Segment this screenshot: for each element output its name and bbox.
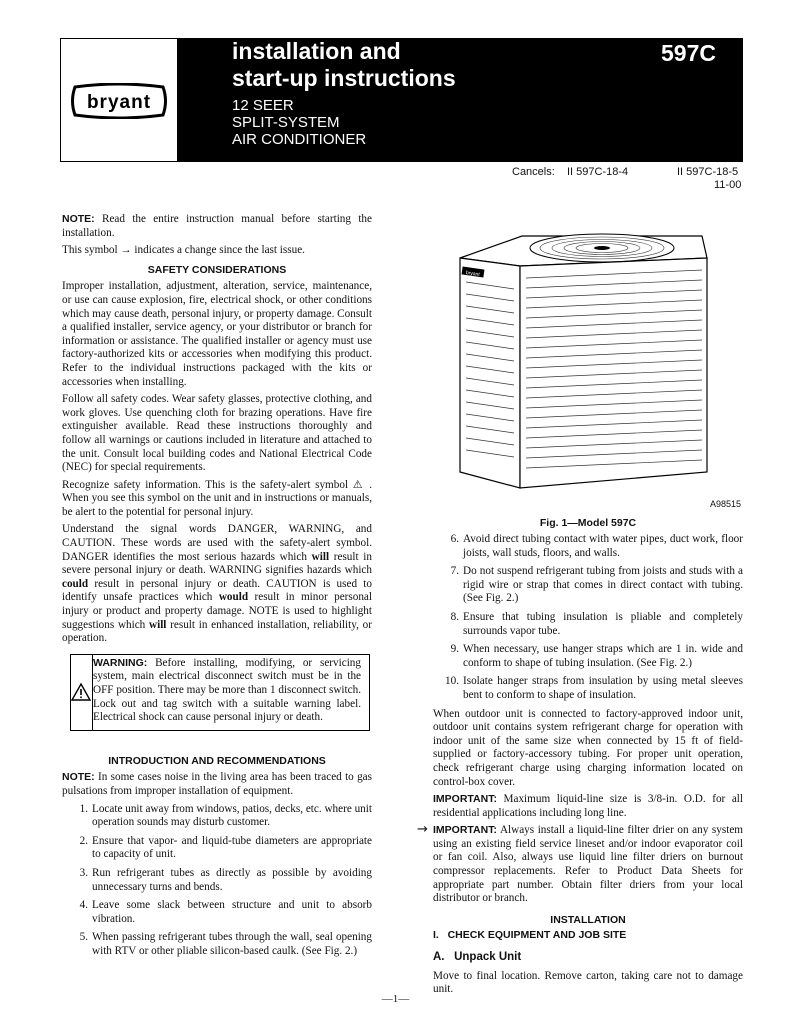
safety-paragraph-1: Improper installation, adjustment, alteration, service, maintenance, or use can cause explosion, fire, electrical shock, or other conditions which may cause death, personal injury, or property damage. Consult a qualified installer, service agency, or your distributor or branch for information or assistance. The qualified installer or agency must use factory-authorized kits or accessories when modifying this product. Refer to the individual instructions packaged with the kits or accessories when installing. (62, 280, 372, 388)
figure-caption: Fig. 1—Model 597C (539, 517, 637, 529)
list-item: 5. When passing refrigerant tubes through the wall, seal opening with RTV or other pliable silicon-based caulk. (See Fig. 2.) (79, 931, 372, 957)
recommendations-list-right (433, 533, 743, 703)
condenser-unit-illustration (452, 232, 714, 492)
list-item: 1. Locate unit away from windows, patios, decks, etc. where unit operation sounds may disturb customer. (79, 802, 372, 829)
bryant-logo (69, 83, 169, 119)
intro-heading: INTRODUCTION AND RECOMMENDATIONS (108, 754, 326, 767)
warning-label: WARNING: (93, 656, 148, 669)
note-label: NOTE: (62, 213, 95, 225)
unpack-paragraph: Move to final location. Remove carton, taking care not to damage unit. (433, 969, 743, 996)
list-item: 6. Avoid direct tubing contact with water pipes, duct work, floor joists, wall studs, floors, and walls. (450, 533, 743, 559)
right-column (417, 533, 744, 1001)
logo-box (60, 38, 178, 162)
list-item: 4. Leave some slack between structure and unit to absorb vibration. (79, 899, 372, 925)
intro-note-label: NOTE: (62, 771, 95, 784)
warning-text: WARNING: Before installing, modifying, or servicing system, main electrical disconnect switch must be in the OFF position. There may be more than 1 disconnect switch. Lock out and tag switch with a suitable warning label. Electrical shock can cause personal injury or death. (93, 656, 361, 724)
safety-paragraph-3: Recognize safety information. This is the safety-alert symbol ⚠ . When you see this symbol on the unit and in instructions or manuals, be alert to the potential for personal injury. (62, 478, 372, 518)
note-text: Read the entire instruction manual before starting the installation. (62, 213, 372, 239)
page-number: —1— (381, 993, 410, 1005)
document-subtitle (232, 97, 366, 148)
left-column (62, 213, 372, 964)
subsection-heading-unpack: A. Unpack Unit (433, 951, 522, 964)
warning-box (70, 654, 370, 731)
change-arrow-icon: → (417, 822, 428, 838)
charge-paragraph: When outdoor unit is connected to factory-approved indoor unit, outdoor unit contains system refrigerant charge for operation with indoor unit of the same size when connected by 15 ft of field-supplied or factory-accessory tubing. For proper unit operation, check refrigerant charge using charging information located on control-box cover. (433, 707, 743, 788)
symbol-paragraph: This symbol → indicates a change since the last issue. (62, 244, 305, 257)
cancels-old-number: II 597C-18-4 (567, 166, 629, 178)
document-title (232, 38, 632, 92)
list-item: 3. Run refrigerant tubes as directly as possible by avoiding unnecessary turns and bends. (79, 866, 372, 893)
subtitle-line-1: 12 SEER (232, 97, 294, 114)
figure-code: A98515 (710, 499, 742, 509)
list-item: 8. Ensure that tubing insulation is pliable and completely surrounds vapor tube. (450, 610, 743, 637)
important-paragraph-1: IMPORTANT: Maximum liquid-line size is 3/8-in. O.D. for all residential applications including long line. (433, 793, 744, 819)
cancels-label: Cancels: (512, 166, 555, 178)
subtitle-line-2: SPLIT-SYSTEM (232, 114, 340, 131)
safety-paragraph-2: Follow all safety codes. Wear safety glasses, protective clothing, and work gloves. Use quenching cloth for brazing operations. Have fire extinguisher available. Read these instructions thoroughly and follow all warnings or cautions included in literature and attached to the unit. Consult local building codes and National Electrical Code (NEC) for special requirements. (62, 393, 372, 474)
title-line-1: installation and (232, 38, 401, 64)
subtitle-line-3: AIR CONDITIONER (232, 131, 367, 148)
list-item: 7. Do not suspend refrigerant tubing from joists and studs with a rigid wire or strap that comes in direct contact with tubing. (See Fig. 2.) (450, 565, 743, 605)
installation-heading: INSTALLATION (550, 913, 626, 926)
unit-logo-text: bryant (465, 270, 481, 278)
document-number: II 597C-18-5 (677, 166, 739, 178)
note-paragraph (62, 213, 372, 240)
safety-alert-icon (71, 682, 91, 702)
logo-text: bryant (86, 92, 152, 113)
important-paragraph-2: → IMPORTANT: Always install a liquid-line filter drier on any system using an existing field service lineset and/or indoor evaporator coil or fan coil. Also, always use liquid line filter driers on burnout compressor replacements. Refer to Product Data Sheets for appropriate part number. Obtain filter driers from your local distributor or branch. (417, 822, 743, 905)
section-heading-check-equipment: I. CHECK EQUIPMENT AND JOB SITE (433, 929, 627, 942)
title-line-2: start-up instructions (232, 65, 456, 91)
document-date: 11-00 (714, 179, 742, 191)
intro-note: NOTE: In some cases noise in the living area has been traced to gas pulsations from improper installation of equipment. (62, 771, 373, 797)
recommendations-list-left (62, 803, 372, 959)
list-item: 9. When necessary, use hanger straps which are 1 in. wide and conform to shape of tubing insulation. (See Fig. 2.) (450, 643, 743, 669)
safety-heading: SAFETY CONSIDERATIONS (147, 263, 287, 276)
model-number: 597C (661, 40, 716, 66)
warning-icon-cell (70, 655, 93, 730)
safety-paragraph-4: Understand the signal words DANGER, WARNING, and CAUTION. These words are used with the safety-alert symbol. DANGER identifies the most serious hazards which will result in severe personal injury or death. WARNING signifies hazards which could result in personal injury or death. CAUTION is used to identify unsafe practices which would result in minor personal injury or product and property damage. NOTE is used to highlight suggestions which will result in enhanced installation, reliability, or operation. (62, 523, 373, 645)
list-item: 10. Isolate hanger straps from insulation by using metal sleeves bent to conform to shape of insulation. (445, 675, 743, 701)
list-item: 2. Ensure that vapor- and liquid-tube diameters are appropriate to capacity of unit. (79, 834, 372, 861)
